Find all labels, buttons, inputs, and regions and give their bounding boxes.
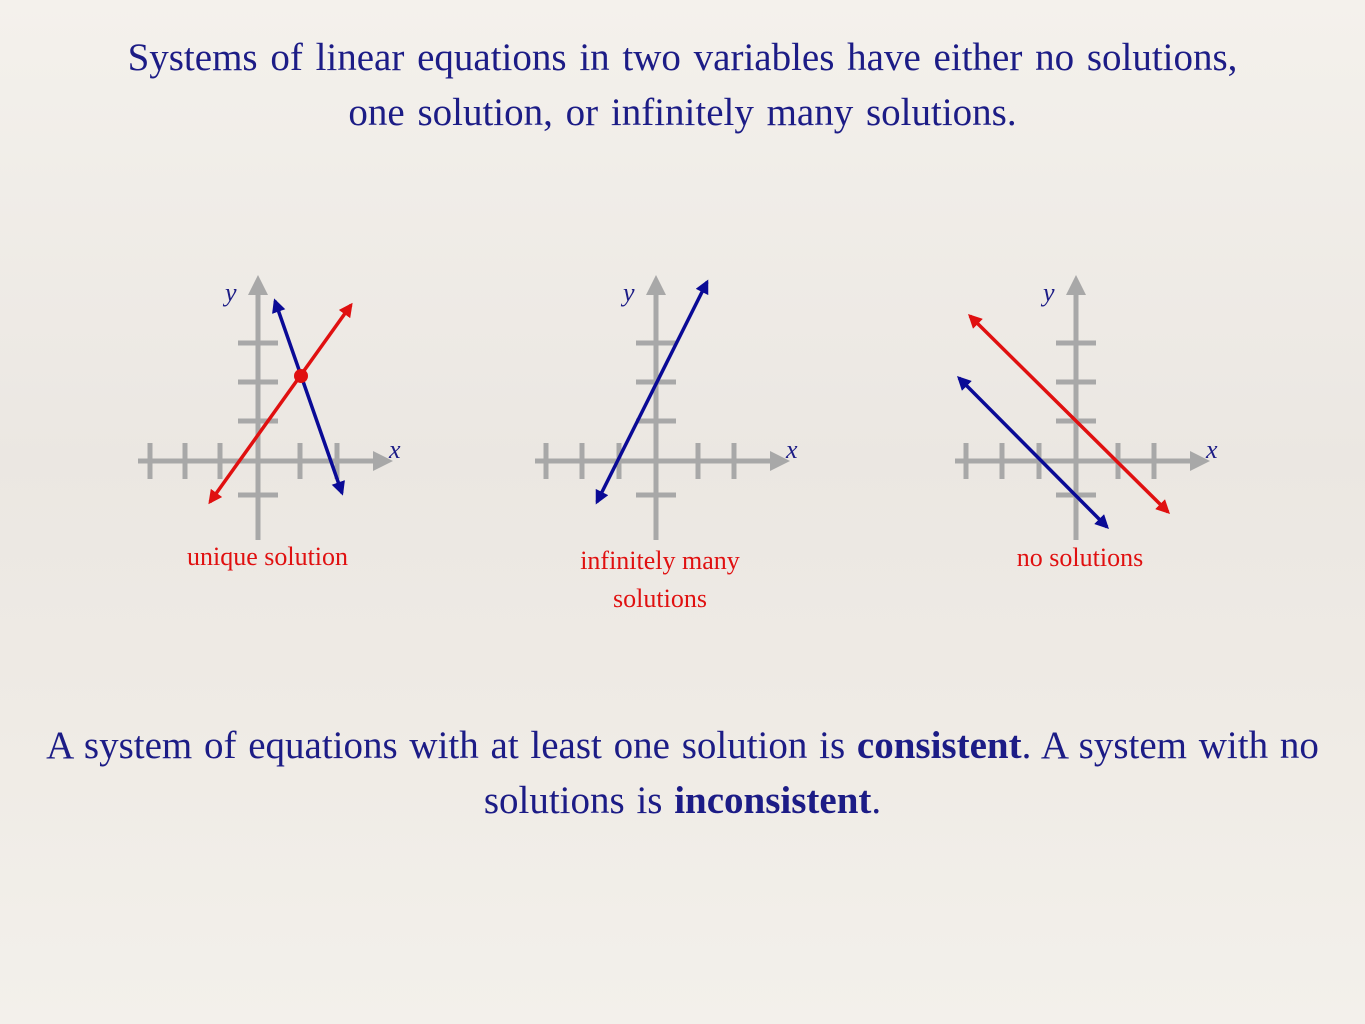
graph-3-x-label: x xyxy=(1206,435,1218,464)
caption-infinitely-many xyxy=(540,542,780,618)
graph-3-blue-line xyxy=(959,378,1107,527)
footer-part-1: A system of equations with at least one solution is xyxy=(46,724,857,767)
graph-2-coincident-line xyxy=(597,278,707,502)
caption-no-solutions: no solutions xyxy=(1016,543,1144,572)
caption-infinitely-many-line-1: infinitely many xyxy=(580,546,740,575)
graph-1-red-line xyxy=(210,305,351,502)
graph-1-axes xyxy=(138,285,383,540)
footer-part-2: . A system with no solutions is xyxy=(483,724,1319,822)
graph-2-axes xyxy=(535,285,780,540)
graph-3-y-label: y xyxy=(1043,278,1055,307)
graph-unique-solution xyxy=(138,285,383,540)
graph-2-x-label: x xyxy=(786,435,798,464)
caption-infinitely-many-line-2: solutions xyxy=(613,584,707,613)
graph-1-y-label: y xyxy=(225,278,237,307)
title-line-2: one solution, or infinitely many solutions. xyxy=(348,91,1017,134)
caption-unique-solution: unique solution xyxy=(186,542,349,571)
title-line-1: Systems of linear equations in two variables have either no solutions, xyxy=(127,36,1238,79)
term-inconsistent: inconsistent xyxy=(674,779,872,822)
graph-no-solutions xyxy=(955,285,1200,540)
footer-text xyxy=(10,718,1355,828)
intersection-point xyxy=(294,369,308,383)
term-consistent: consistent xyxy=(856,724,1022,767)
graph-infinitely-many xyxy=(535,278,780,540)
graph-2-y-label: y xyxy=(623,278,635,307)
footer-part-3: . xyxy=(871,779,882,822)
graph-1-x-label: x xyxy=(389,435,401,464)
